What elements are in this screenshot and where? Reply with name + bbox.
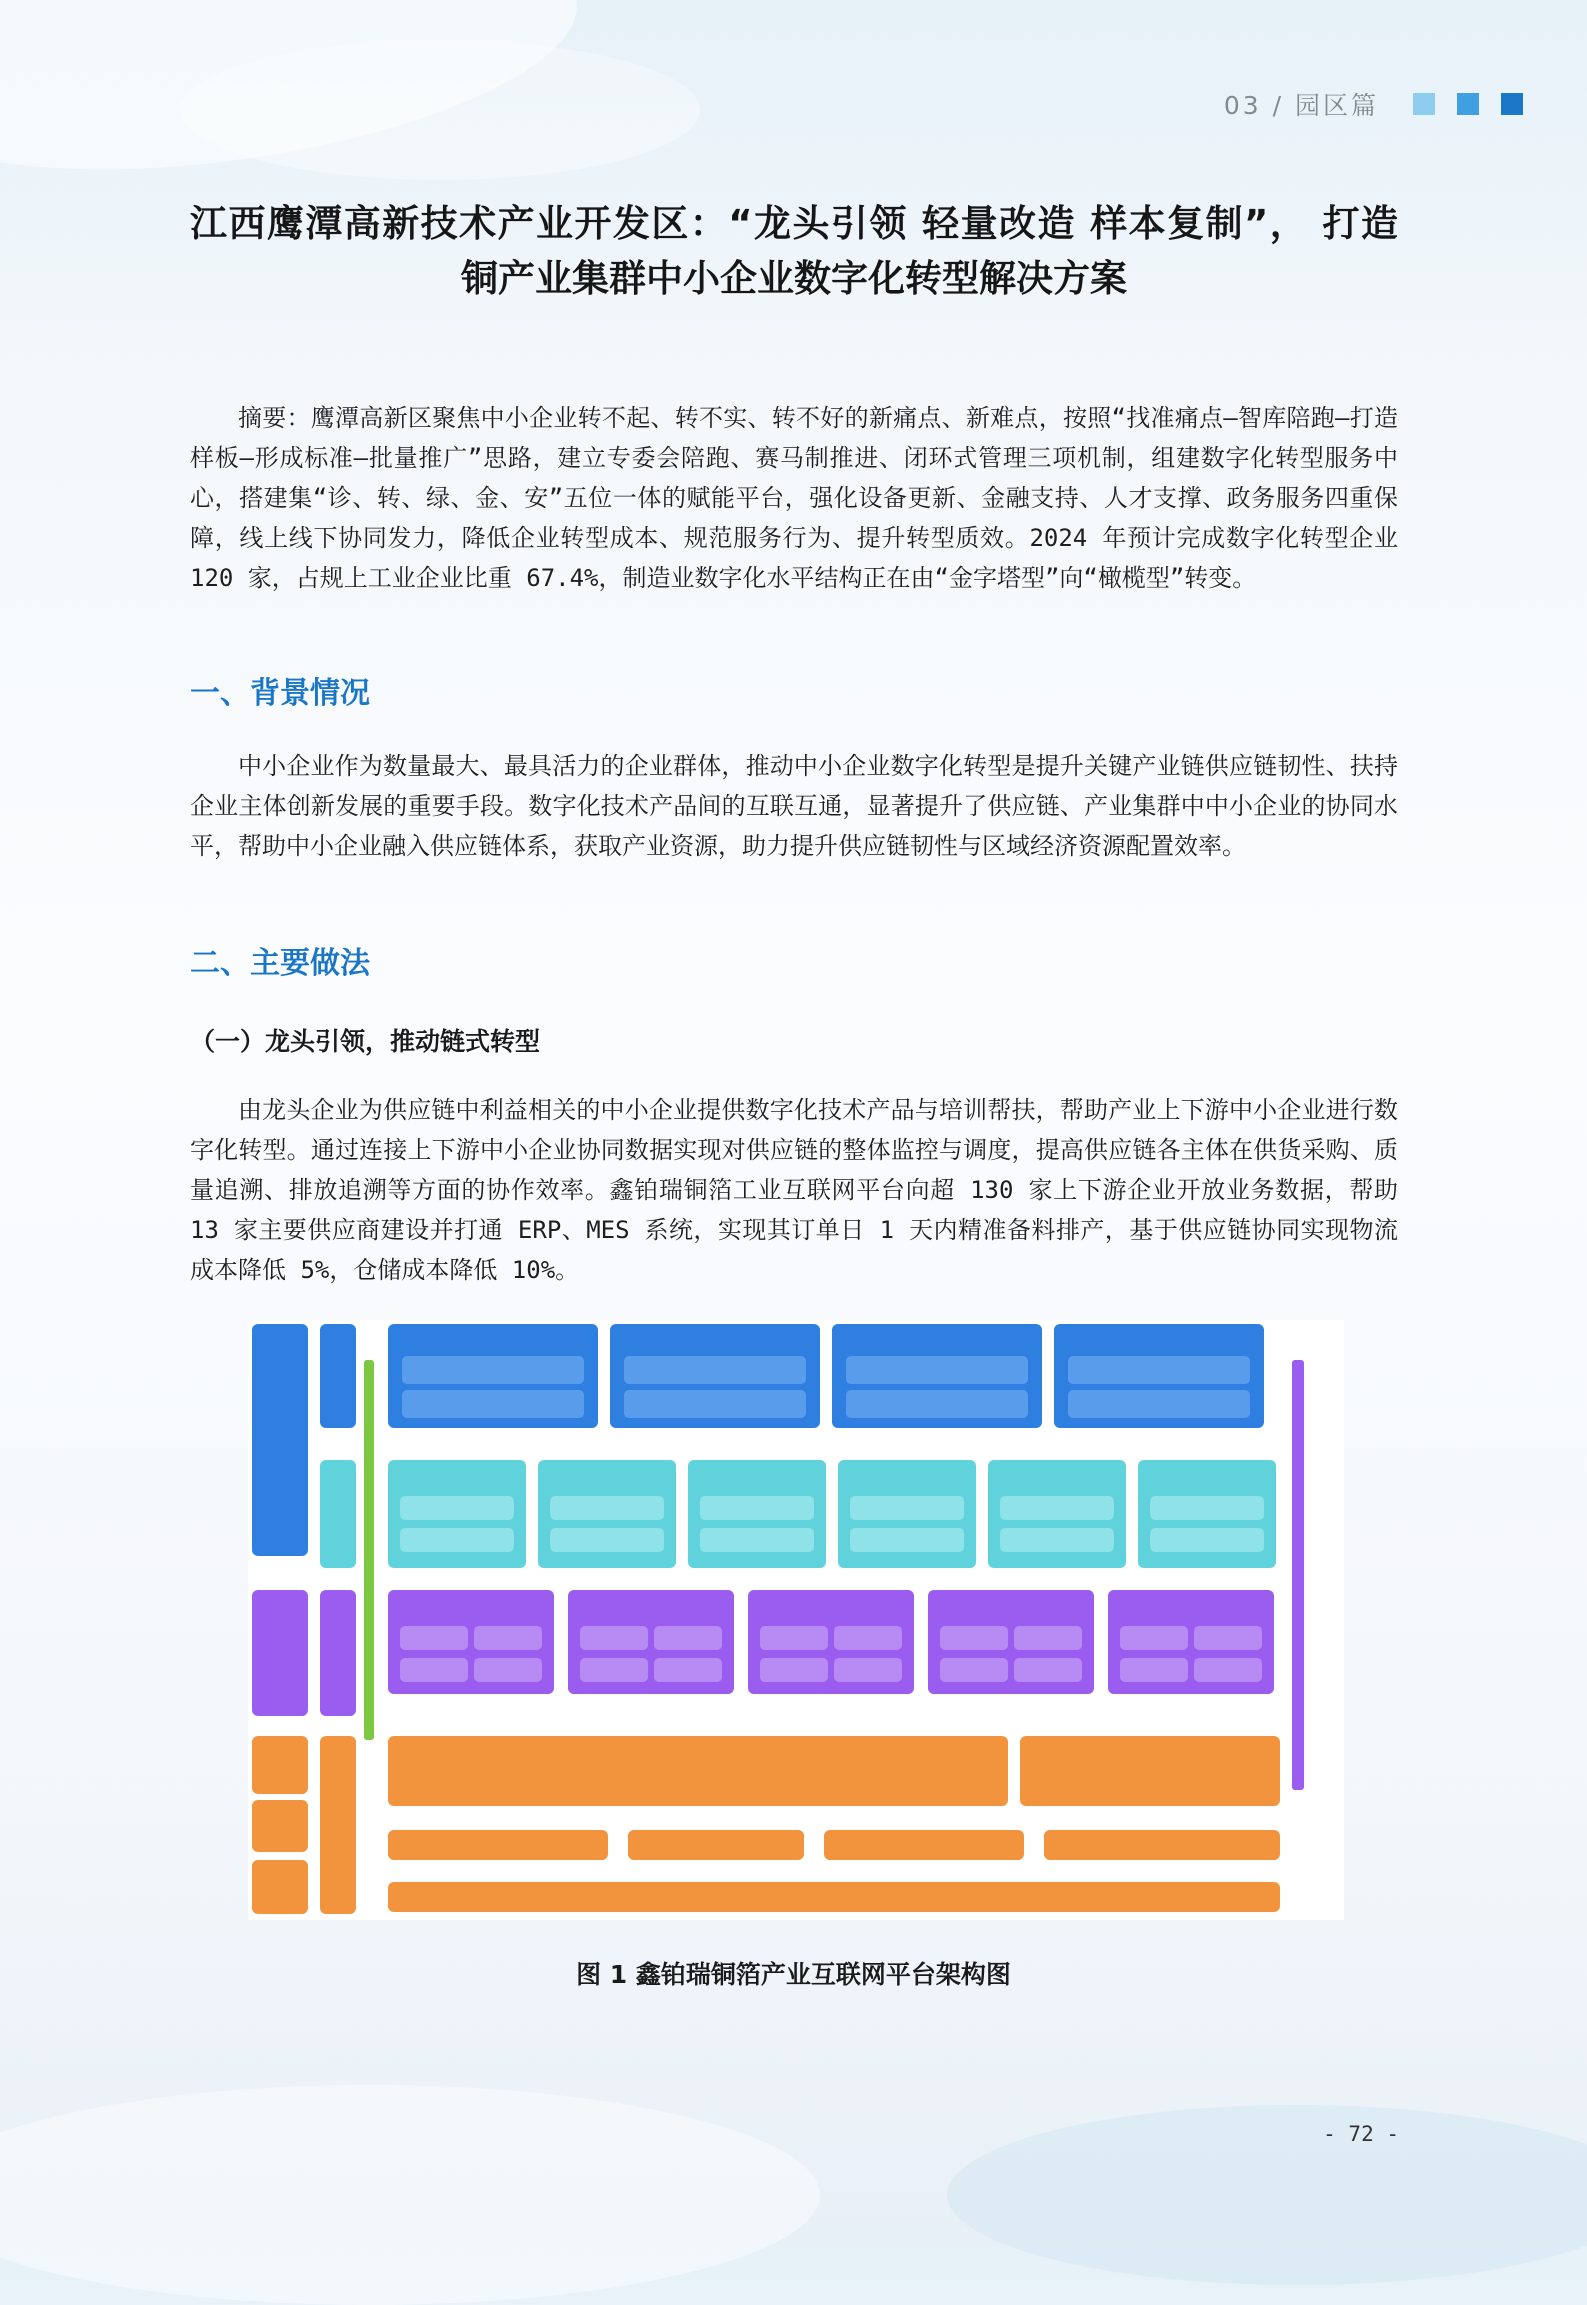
module-item <box>1000 1496 1114 1520</box>
module-item <box>402 1390 584 1418</box>
connector-bar-right <box>1292 1360 1304 1790</box>
architecture-diagram-graphic <box>248 1320 1344 1920</box>
module-item <box>834 1626 902 1650</box>
subsection-1-body: 由龙头企业为供应链中利益相关的中小企业提供数字化技术产品与培训帮扶，帮助产业上下游中小企业进行数字化转型。通过连接上下游中小企业协同数据实现对供应链的整体监控与调度，提高供应链各主体在供货采购、质量追溯、排放追溯等方面的协作效率。鑫铂瑞铜箔工业互联网平台向超 130 家上下游企业开放业务数据，帮助 13 家主要供应商建设并打通 ERP、MES 系统，实现其订单日 1 天内精准备料排产，基于供应链协同实现物流成本降低 5%，仓储成本降低 10%。 <box>190 1096 1398 1284</box>
layer-label-data-2 <box>252 1800 308 1852</box>
module-item <box>1014 1626 1082 1650</box>
section-2-heading: 二、主要做法 <box>190 946 370 981</box>
module-item <box>1000 1528 1114 1552</box>
page-number: - 72 - <box>1323 2122 1399 2146</box>
background-decoration <box>0 2085 820 2305</box>
module-item <box>400 1496 514 1520</box>
sublayer-label-4 <box>320 1736 356 1914</box>
module-item <box>1068 1356 1250 1384</box>
data-block-right <box>1020 1736 1280 1806</box>
module-item <box>474 1658 542 1682</box>
module-item <box>580 1626 648 1650</box>
module-item <box>940 1626 1008 1650</box>
module-item <box>1014 1658 1082 1682</box>
data-block <box>628 1830 804 1860</box>
header-square-1 <box>1413 93 1435 115</box>
module-item <box>550 1496 664 1520</box>
background-decoration <box>180 40 700 180</box>
abstract-paragraph: 摘要：鹰潭高新区聚焦中小企业转不起、转不实、转不好的新痛点、新难点，按照“找准痛点—智库陪跑—打造样板—形成标准—批量推广”思路，建立专委会陪跑、赛马制推进、闭环式管理三项机制，组建数字化转型服务中心，搭建集“诊、转、绿、金、安”五位一体的赋能平台，强化设备更新、金融支持、人才支撑、政务服务四重保障，线上线下协同发力，降低企业转型成本、规范服务行为、提升转型质效。2024 年预计完成数字化转型企业 120 家，占规上工业企业比重 67.4%，制造业数字化水平结构正在由“金字塔型”向“橄榄型”转变。 <box>190 404 1398 592</box>
data-block-base <box>388 1882 1280 1912</box>
module-item <box>850 1528 964 1552</box>
layer-label-data-1 <box>252 1736 308 1794</box>
module-item <box>700 1496 814 1520</box>
section-1-heading: 一、背景情况 <box>190 676 370 711</box>
layer-label-app <box>252 1324 308 1556</box>
module-item <box>474 1626 542 1650</box>
module-item <box>654 1658 722 1682</box>
layer-label-business <box>252 1590 308 1716</box>
module-item <box>1150 1528 1264 1552</box>
module-item <box>1194 1658 1262 1682</box>
section-header <box>1224 86 1523 122</box>
module-item <box>400 1658 468 1682</box>
sublayer-label-3 <box>320 1590 356 1716</box>
module-item <box>654 1626 722 1650</box>
header-square-3 <box>1501 93 1523 115</box>
module-item <box>400 1528 514 1552</box>
module-item <box>760 1626 828 1650</box>
figure-caption: 图 1 鑫铂瑞铜箔产业互联网平台架构图 <box>576 1960 1011 1989</box>
layer-label-data-3 <box>252 1860 308 1914</box>
section-1-body: 中小企业作为数量最大、最具活力的企业群体，推动中小企业数字化转型是提升关键产业链供应链韧性、扶持企业主体创新发展的重要手段。数字化技术产品间的互联互通，显著提升了供应链、产业集群中中小企业的协同水平，帮助中小企业融入供应链体系，获取产业资源，助力提升供应链韧性与区域经济资源配置效率。 <box>190 752 1398 860</box>
module-item <box>624 1390 806 1418</box>
module-item <box>1120 1626 1188 1650</box>
module-item <box>846 1390 1028 1418</box>
title-line-1: 江西鹰潭高新技术产业开发区：“龙头引领 轻量改造 样本复制”， 打造 <box>190 202 1398 245</box>
data-block <box>1044 1830 1280 1860</box>
background-decoration <box>947 2105 1587 2285</box>
data-block <box>388 1830 608 1860</box>
section-tag: 03 / 园区篇 <box>1223 91 1379 120</box>
architecture-diagram <box>248 1320 1344 1920</box>
module-item <box>940 1658 1008 1682</box>
module-item <box>624 1356 806 1384</box>
module-item <box>400 1626 468 1650</box>
module-item <box>1194 1626 1262 1650</box>
subsection-1-heading: （一）龙头引领，推动链式转型 <box>190 1027 541 1056</box>
title-line-2: 铜产业集群中小企业数字化转型解决方案 <box>461 257 1127 300</box>
data-block-wide <box>388 1736 1008 1806</box>
module-item <box>1120 1658 1188 1682</box>
sublayer-label-2 <box>320 1460 356 1568</box>
document-title <box>190 196 1398 306</box>
data-block <box>824 1830 1024 1860</box>
sublayer-label-1 <box>320 1324 356 1428</box>
module-item <box>1068 1390 1250 1418</box>
header-square-2 <box>1457 93 1479 115</box>
module-item <box>402 1356 584 1384</box>
module-item <box>834 1658 902 1682</box>
module-item <box>760 1658 828 1682</box>
module-item <box>580 1658 648 1682</box>
module-item <box>846 1356 1028 1384</box>
module-item <box>1150 1496 1264 1520</box>
module-item <box>850 1496 964 1520</box>
connector-bar <box>364 1360 374 1740</box>
module-item <box>700 1528 814 1552</box>
module-item <box>550 1528 664 1552</box>
